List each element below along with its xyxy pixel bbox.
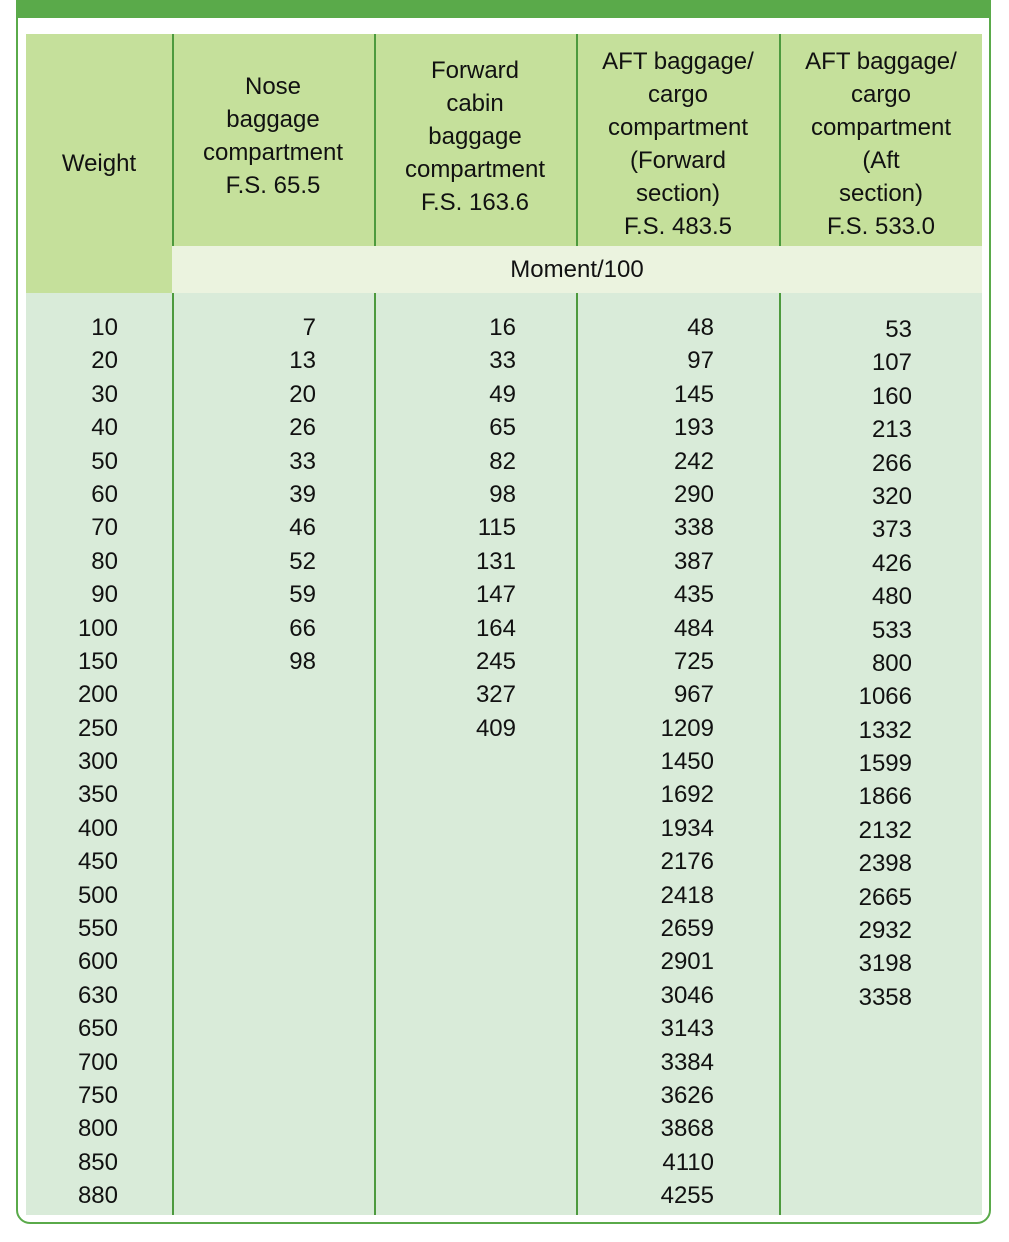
table-cell: 630 [77,981,118,1009]
table-cell: 59 [289,581,316,609]
table-cell: 373 [871,516,912,544]
table-cell: 3626 [660,1081,714,1109]
table-cell: 147 [475,581,516,609]
table-cell: 200 [77,681,118,709]
table-cell: 20 [289,380,316,408]
table-cell: 2665 [858,883,912,911]
header-line: section) [635,180,721,207]
table-cell: 90 [91,581,118,609]
table-cell: 880 [77,1182,118,1210]
table-cell: 33 [289,447,316,475]
column-weight [50,311,118,1213]
table-cell: 426 [871,549,912,577]
table-cell: 3358 [858,983,912,1011]
table-cell: 65 [489,414,516,442]
table-cell: 725 [673,647,714,675]
table-cell: 52 [289,547,316,575]
divider [576,293,578,1215]
table-cell: 1450 [660,748,714,776]
table-cell: 2932 [858,917,912,945]
table-cell: 4255 [660,1182,714,1210]
table-cell: 70 [91,514,118,542]
table-cell: 600 [77,948,118,976]
header-line: F.S. 533.0 [826,213,936,240]
table-cell: 338 [673,514,714,542]
table-cell: 39 [289,480,316,508]
moment-subheader [172,246,982,293]
table-cell: 350 [77,781,118,809]
table-cell: 2176 [660,848,714,876]
table-cell: 48 [687,314,714,341]
header-line: baggage [226,106,320,133]
table-cell: 2132 [858,816,912,844]
table-cell: 145 [673,380,714,408]
table-cell: 1599 [858,750,912,778]
divider [172,34,174,246]
table-cell: 700 [77,1048,118,1076]
header-weight-label: Weight [61,150,137,177]
table-cell: 533 [871,616,912,644]
table-cell: 500 [77,881,118,909]
table-cell: 115 [477,514,516,542]
header-line: F.S. 65.5 [225,172,321,199]
column-forward-cabin [450,311,516,745]
table-cell: 1692 [660,781,714,809]
table-cell: 3143 [660,1015,714,1043]
moment-label: Moment/100 [510,255,644,283]
table-cell: 4110 [662,1148,714,1176]
table-cell: 967 [673,681,714,709]
table-cell: 1209 [660,714,714,742]
header-line: F.S. 163.6 [420,188,530,216]
table-cell: 242 [673,447,714,475]
divider [779,293,781,1215]
table-cell: 30 [91,380,118,408]
header-line: compartment [810,114,952,141]
table-cell: 409 [475,714,516,742]
column-aft-aft [836,313,912,1014]
table-cell: 16 [489,314,516,341]
header-nose [172,34,374,246]
table-cell: 107 [871,349,912,377]
table-cell: 450 [77,848,118,876]
table-cell: 435 [673,581,714,609]
column-aft-forward [640,311,714,1213]
table-cell: 3046 [660,981,714,1009]
header-line: Nose [244,73,302,100]
table-cell: 250 [77,714,118,742]
table-cell: 245 [475,647,516,675]
divider [374,293,376,1215]
header-line: AFT baggage/ [602,48,754,75]
header-aft-forward-text [602,37,754,243]
header-nose-text [203,70,343,210]
header-line: cargo [647,81,709,108]
table-cell: 131 [475,547,516,575]
table-cell: 2418 [660,881,714,909]
header-line: Forward [430,56,520,84]
table-cell: 7 [302,314,316,341]
table-cell: 300 [77,748,118,776]
header-aft-forward [576,34,780,246]
table-cell: 2398 [858,850,912,878]
table-cell: 26 [289,414,316,442]
table-cell: 13 [289,347,316,375]
table-cell: 2901 [660,948,714,976]
table-cell: 850 [77,1148,118,1176]
table-cell: 100 [77,614,118,642]
header-line: cargo [850,81,912,108]
table-cell: 40 [91,414,118,442]
table-cell: 213 [871,416,912,444]
table-cell: 400 [77,814,118,842]
table-cell: 3198 [858,950,912,978]
header-aft-aft-text [805,37,957,243]
table-cell: 650 [77,1015,118,1043]
table-cell: 290 [673,480,714,508]
table-cell: 98 [489,480,516,508]
table-cell: 387 [673,547,714,575]
table-cell: 266 [871,449,912,477]
header-line: compartment [404,155,546,183]
header-forward-cabin [374,34,576,246]
table-cell: 1066 [858,683,912,711]
header-line: baggage [428,122,522,150]
header-line: (Aft [862,147,900,174]
header-line: compartment [202,139,344,166]
table-cell: 550 [77,915,118,943]
table-cell: 60 [91,480,118,508]
divider [576,34,578,246]
table-cell: 1934 [660,814,714,842]
table-cell: 2659 [660,915,714,943]
header-forward-cabin-text [405,54,545,227]
table-cell: 750 [77,1081,118,1109]
table-cell: 800 [77,1115,118,1143]
table-cell: 66 [289,614,316,642]
table-cell: 800 [871,649,912,677]
table-cell: 3868 [660,1115,714,1143]
table-cell: 46 [289,514,316,542]
table-cell: 3384 [660,1048,714,1076]
header-line: section) [838,180,924,207]
table-cell: 164 [475,614,516,642]
header-line: F.S. 483.5 [623,213,733,240]
table-cell: 97 [687,347,714,375]
header-line: cabin [446,89,504,117]
table-cell: 1332 [858,716,912,744]
table-cell: 49 [489,380,516,408]
divider [374,34,376,246]
table-cell: 10 [91,314,118,341]
divider [172,293,174,1215]
table-cell: 20 [91,347,118,375]
table-cell: 82 [489,447,516,475]
table-cell: 50 [91,447,118,475]
divider [779,34,781,246]
table-cell: 53 [885,316,912,343]
table-cell: 1866 [858,783,912,811]
header-line: (Forward [629,147,726,174]
table-cell: 327 [475,681,516,709]
table-cell: 484 [673,614,714,642]
table-cell: 480 [871,583,912,611]
table-cell: 160 [871,382,912,410]
table-cell: 80 [91,547,118,575]
table-cell: 320 [871,482,912,510]
table-cell: 193 [673,414,714,442]
table-cell: 150 [77,647,118,675]
header-aft-aft [780,34,982,246]
header-line: compartment [607,114,749,141]
table-cell: 98 [289,647,316,675]
title-bar [18,0,989,18]
header-line: AFT baggage/ [805,48,957,75]
header-weight [26,34,172,293]
column-nose [250,311,316,678]
table-cell: 33 [489,347,516,375]
